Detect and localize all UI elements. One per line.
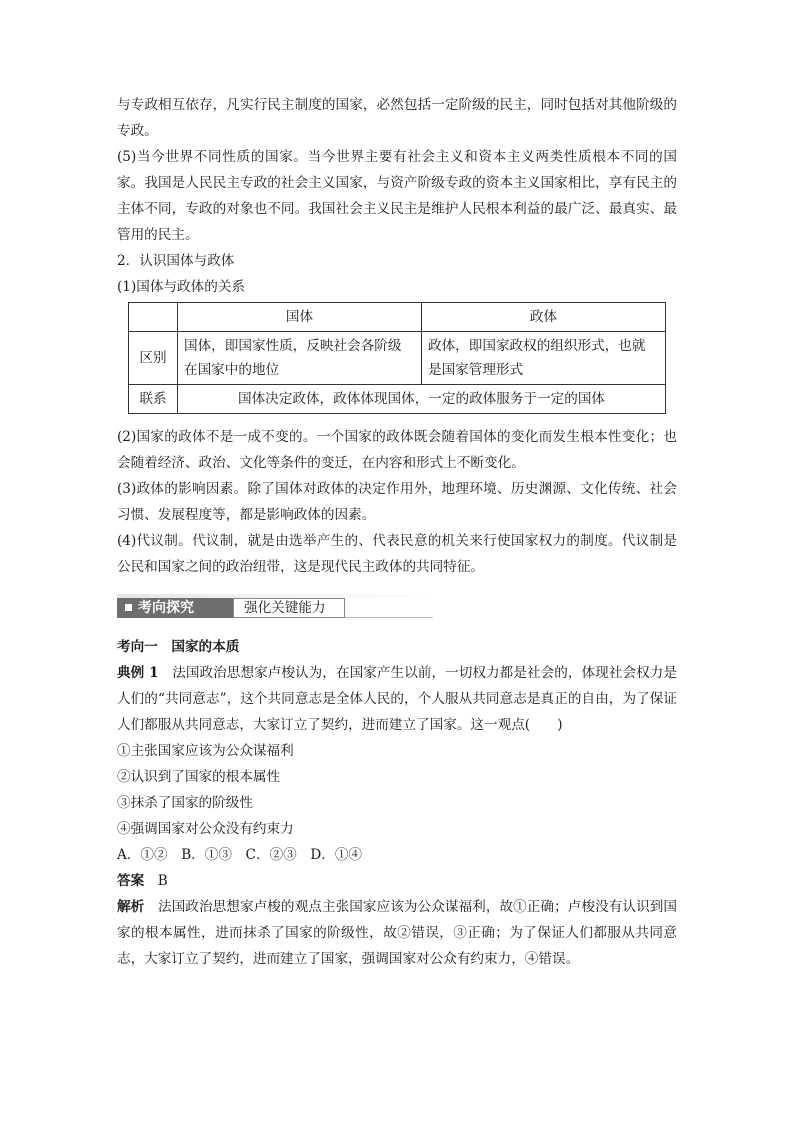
table-cell-relation: 国体决定政体，政体体现国体，一定的政体服务于一定的国体 (178, 385, 666, 414)
table-row-label-difference: 区别 (129, 332, 178, 385)
paragraph-2: (2)国家的政体不是一成不变的。一个国家的政体既会随着国体的变化而发生根本性变化；也会随着经济、政治、文化等条件的变迁，在内容和形式上不断变化。 (117, 429, 677, 471)
example-label: 典例 1 (117, 665, 159, 681)
paragraph-4: (4)代议制。代议制，就是由选举产生的、代表民意的机关来行使国家权力的制度。代议制是公民和国家之间的政治纽带，这是现代民主政体的共同特征。 (117, 533, 677, 575)
exam-direction: 考向一 国家的本质 (117, 639, 240, 655)
intro-paragraph-2: (5)当今世界不同性质的国家。当今世界主要有社会主义和资本主义两类性质根本不同的国家。我国是人民民主专政的社会主义国家，与资产阶级专政的资本主义国家相比，享有民主的主体不同，专政的对象也不同。我国社会主义民主是维护人民根本利益的最广泛、最真实、最管用的民主。 (117, 149, 677, 243)
banner-dark-label (117, 598, 233, 618)
answer-line (117, 868, 677, 894)
section-banner (117, 594, 433, 620)
option-item: ①主张国家应该为公众谋福利 (117, 743, 294, 759)
paragraph-3: (3)政体的影响因素。除了国体对政体的决定作用外，地理环境、历史渊源、文化传统、社会习惯、发展程度等，都是影响政体的因素。 (117, 481, 677, 523)
analysis-text: 法国政治思想家卢梭的观点主张国家应该为公众谋福利，故①正确；卢梭没有认识到国家的根本属性，进而抹杀了国家的阶级性，故②错误，③正确；为了保证人们都服从共同意志，大家订立了契约，进而建立了国家，强调国家对公众有约束力，④错误。 (117, 899, 678, 967)
answer-value: B (144, 873, 168, 889)
analysis-paragraph (117, 894, 677, 972)
option-item: ②认识到了国家的根本属性 (117, 769, 281, 785)
option-item: ③抹杀了国家的阶级性 (117, 795, 253, 811)
analysis-label: 解析 (117, 899, 145, 915)
table-header-guoti: 国体 (178, 303, 422, 332)
table-row (129, 332, 666, 385)
table-cell-guoti: 国体，即国家性质，反映社会各阶级在国家中的地位 (178, 332, 422, 385)
subsection-heading: (1)国体与政体的关系 (117, 279, 246, 295)
intro-paragraph-1: 与专政相互依存，凡实行民主制度的国家，必然包括一定阶级的民主，同时包括对其他阶级的专政。 (117, 97, 677, 139)
answer-label: 答案 (117, 873, 145, 889)
banner-light-label: 强化关键能力 (233, 598, 345, 618)
example-text: 法国政治思想家卢梭认为，在国家产生以前，一切权力都是社会的，体现社会权力是人们的“共同意志”，这个共同意志是全体人民的，个人服从共同意志是真正的自由，为了保证人们都服从共同意志，大家订立了契约，进而建立了国家。这一观点( ) (117, 665, 677, 733)
banner-dark-text: 考向探究 (138, 600, 194, 616)
comparison-table (128, 302, 666, 414)
section-heading: 2．认识国体与政体 (117, 253, 235, 269)
page-content (117, 92, 677, 972)
table-corner-cell (129, 303, 178, 332)
example-paragraph (117, 660, 677, 738)
table-row-label-relation: 联系 (129, 385, 178, 414)
answer-choices: A．①② B．①③ C．②③ D．①④ (117, 847, 363, 863)
table-header-zhengti: 政体 (422, 303, 666, 332)
option-item: ④强调国家对公众没有约束力 (117, 821, 294, 837)
table-header-row (129, 303, 666, 332)
banner-underline (345, 617, 433, 618)
table-cell-zhengti: 政体，即国家政权的组织形式，也就是国家管理形式 (422, 332, 666, 385)
table-row (129, 385, 666, 414)
square-bullet-icon (125, 604, 132, 611)
